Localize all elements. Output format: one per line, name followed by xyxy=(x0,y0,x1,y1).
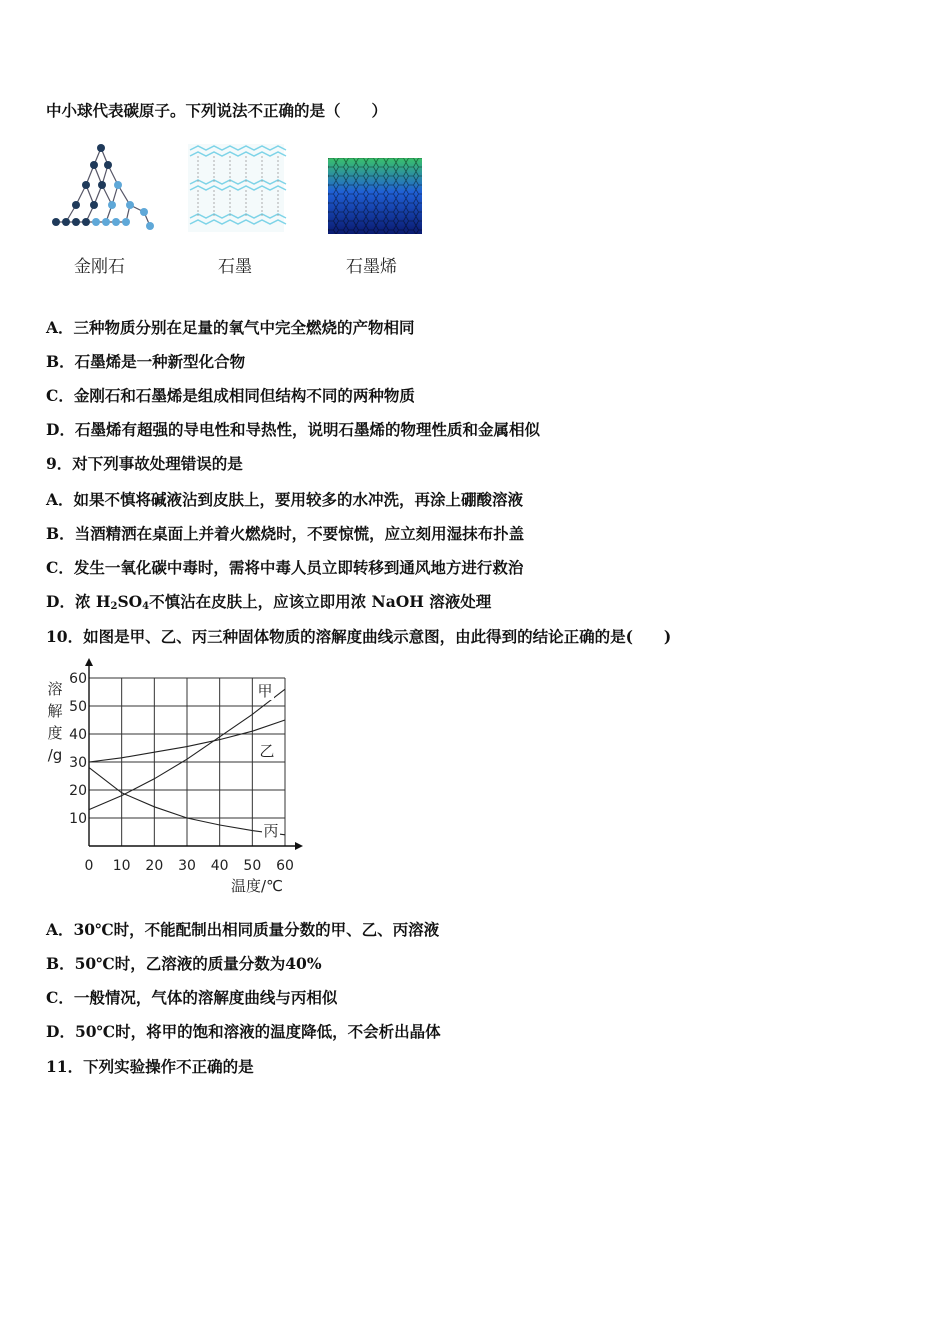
carbon-structures-svg xyxy=(46,140,446,250)
x-tick-label: 0 xyxy=(84,858,94,874)
q10-option-a: A．30℃时，不能配制出相同质量分数的甲、乙、丙溶液 xyxy=(46,920,440,939)
carbon-structures-figure xyxy=(46,140,446,280)
y-label-char: 解 xyxy=(47,702,63,720)
chart-grid xyxy=(89,678,285,846)
x-tick-label: 50 xyxy=(243,858,262,874)
chart-xlabel: 温度/℃ xyxy=(231,877,283,895)
diamond-lattice-image xyxy=(52,144,154,230)
solubility-chart-svg xyxy=(42,656,312,901)
x-axis-arrow xyxy=(295,842,303,850)
q9-option-d-sub1: 2 xyxy=(110,601,118,612)
q10-option-c: C．一般情况，气体的溶解度曲线与丙相似 xyxy=(46,988,338,1007)
graphene-sheet-image xyxy=(328,158,422,234)
y-label-char: 溶 xyxy=(47,680,63,698)
y-tick-label: 30 xyxy=(69,755,87,771)
q9-stem: 9．对下列事故处理错误的是 xyxy=(46,454,243,473)
x-tick-label: 20 xyxy=(145,858,164,874)
q10-option-d: D．50℃时，将甲的饱和溶液的温度降低，不会析出晶体 xyxy=(46,1022,441,1041)
graphite-layers-image xyxy=(188,144,286,232)
y-axis-arrow xyxy=(85,658,93,666)
q9-option-d-sub2: 4 xyxy=(142,601,150,612)
x-tick-label: 40 xyxy=(210,858,229,874)
x-tick-label: 10 xyxy=(112,858,131,874)
y-tick-label: 60 xyxy=(69,671,87,687)
q9-option-d-mid: SO xyxy=(117,592,143,611)
q9-option-d-suffix: 不慎沾在皮肤上，应该立即用浓 NaOH 溶液处理 xyxy=(149,592,492,611)
y-tick-label: 10 xyxy=(69,811,87,827)
y-label-char: 度 xyxy=(47,724,63,742)
y-tick-label: 50 xyxy=(69,699,87,715)
solubility-chart xyxy=(42,656,312,901)
series-label-甲: 甲 xyxy=(257,682,273,700)
q9-option-d-prefix: D．浓 H xyxy=(46,592,111,611)
y-tick-label: 40 xyxy=(69,727,87,743)
y-tick-label: 20 xyxy=(69,783,87,799)
q8-option-c: C．金刚石和石墨烯是组成相同但结构不同的两种物质 xyxy=(46,386,415,405)
q8-option-a: A．三种物质分别在足量的氧气中完全燃烧的产物相同 xyxy=(46,318,415,337)
q9-option-a: A．如果不慎将碱液沾到皮肤上，要用较多的水冲洗，再涂上硼酸溶液 xyxy=(46,490,524,509)
q10-stem: 10．如图是甲、乙、丙三种固体物质的溶解度曲线示意图，由此得到的结论正确的是( ) xyxy=(46,627,672,646)
chart-ylabel xyxy=(47,680,62,764)
x-tick-label: 60 xyxy=(276,858,294,874)
graphite-label: 石墨 xyxy=(218,257,252,277)
q8-option-b: B．石墨烯是一种新型化合物 xyxy=(46,352,246,371)
graphene-label: 石墨烯 xyxy=(346,257,397,277)
q8-option-d: D．石墨烯有超强的导电性和导热性，说明石墨烯的物理性质和金属相似 xyxy=(46,420,540,439)
series-label-丙: 丙 xyxy=(263,822,279,840)
y-label-char: /g xyxy=(47,746,63,764)
q9-option-b: B．当酒精洒在桌面上并着火燃烧时，不要惊慌，应立刻用湿抹布扑盖 xyxy=(46,524,525,543)
q8-intro: 中小球代表碳原子。下列说法不正确的是（ ） xyxy=(46,101,388,120)
diamond-label: 金刚石 xyxy=(74,257,125,277)
chart-ticks xyxy=(69,671,294,874)
q11-stem: 11．下列实验操作不正确的是 xyxy=(46,1057,254,1076)
q10-option-b: B．50℃时，乙溶液的质量分数为40% xyxy=(46,954,322,973)
series-label-乙: 乙 xyxy=(259,742,275,760)
q9-option-d xyxy=(46,592,491,617)
x-tick-label: 30 xyxy=(178,858,196,874)
q9-option-c: C．发生一氧化碳中毒时，需将中毒人员立即转移到通风地方进行救治 xyxy=(46,558,524,577)
